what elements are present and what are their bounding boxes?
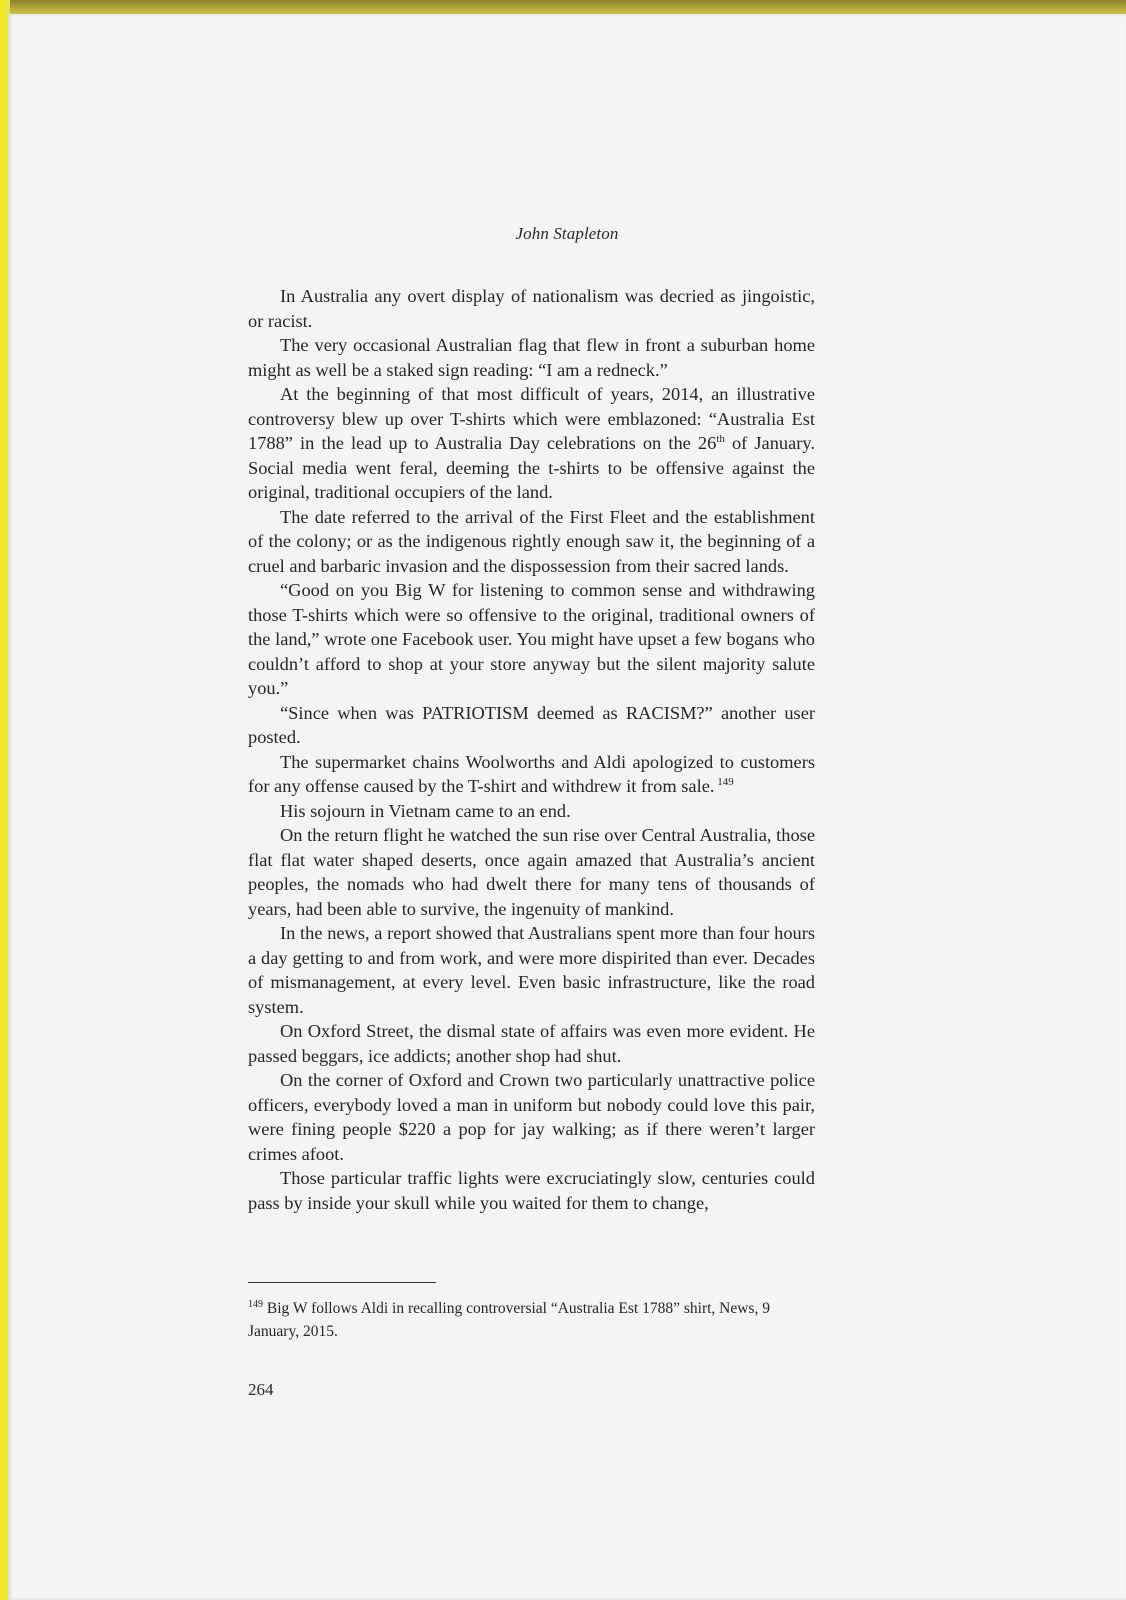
footnote — [248, 1297, 815, 1343]
paragraph: “Good on you Big W for listening to common sense and withdrawing those T-shirts which were so offensive to the original, traditional owners of the land,” wrote one Facebook user. You might have upset a few bogans who couldn’t afford to shop at your store anyway but the silent majority salute you.” — [248, 580, 815, 698]
paragraph: Those particular traffic lights were excruciatingly slow, centuries could pass by inside your skull while you waited for them to change, — [248, 1168, 815, 1213]
page-number: 264 — [248, 1380, 274, 1399]
book-page — [8, 14, 1126, 1600]
paragraph-text: At the beginning of that most difficult of years, 2014, an illustrative controversy blew up over T-shirts which were emblazoned: “Australia Est 1788” in the lead up to Australia Day celebrations on the 26 — [248, 384, 815, 453]
body-text — [248, 284, 815, 1215]
paragraph: On the corner of Oxford and Crown two particularly unattractive police officers, everybody loved a man in uniform but nobody could love this pair, were fining people $220 a pop for jay walking; as if there weren’t larger crimes afoot. — [248, 1070, 815, 1164]
paragraph: In the news, a report showed that Australians spent more than four hours a day getting to and from work, and were more dispirited than ever. Decades of mismanagement, at every level. Even basic infrastructure, like the road system. — [248, 923, 815, 1017]
footnote-text: Big W follows Aldi in recalling controversial “Australia Est 1788” shirt, News, 9 January, 2015. — [248, 1300, 770, 1340]
paragraph: The very occasional Australian flag that flew in front a suburban home might as well be a staked sign reading: “I am a redneck.” — [248, 335, 815, 380]
paragraph: On Oxford Street, the dismal state of affairs was even more evident. He passed beggars, ice addicts; another shop had shut. — [248, 1021, 815, 1066]
paragraph: His sojourn in Vietnam came to an end. — [280, 800, 571, 821]
paragraph: The date referred to the arrival of the First Fleet and the establishment of the colony; or as the indigenous rightly enough saw it, the beginning of a cruel and barbaric invasion and the dispossession from their sacred lands. — [248, 506, 815, 576]
paragraph: In Australia any overt display of nationalism was decried as jingoistic, or racist. — [248, 286, 815, 331]
footnote-number: 149 — [248, 1299, 263, 1310]
ordinal-suffix: th — [716, 433, 725, 445]
paragraph: “Since when was PATRIOTISM deemed as RACISM?” another user posted. — [248, 702, 815, 747]
running-head: John Stapleton — [515, 224, 619, 243]
paragraph — [248, 382, 815, 505]
paragraph — [248, 750, 815, 799]
paragraph-text: The supermarket chains Woolworths and Aldi apologized to customers for any offense caused by the T-shirt and withdrew it from sale. — [248, 751, 815, 796]
paragraph: On the return flight he watched the sun rise over Central Australia, those flat flat water shaped deserts, once again amazed that Australia’s ancient peoples, the nomads who had dwelt there for many tens of thousands of years, had been able to survive, the ingenuity of mankind. — [248, 825, 815, 919]
paragraph-text: of January. Social media went feral, deeming the t-shirts to be offensive against the original, traditional occupiers of the land. — [248, 433, 815, 502]
footnote-divider — [248, 1282, 436, 1283]
footnote-reference[interactable]: 149 — [714, 776, 734, 788]
